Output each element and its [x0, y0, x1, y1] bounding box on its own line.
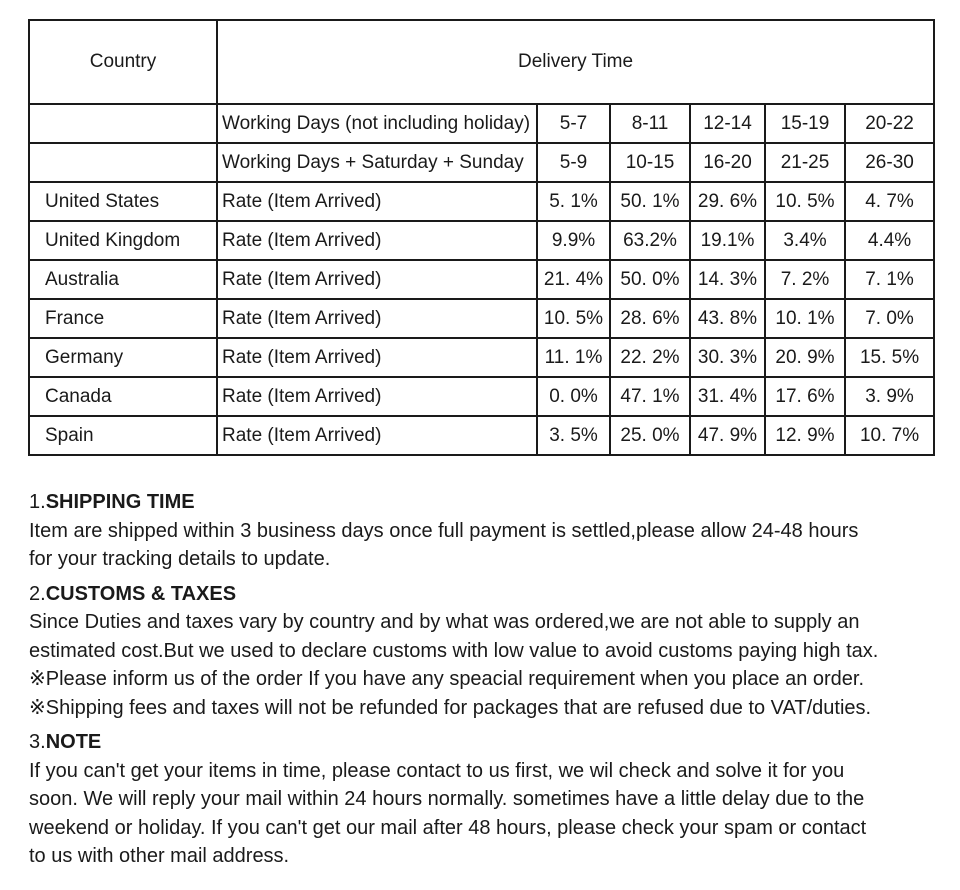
section-text-line: estimated cost.But we used to declare customs with low value to avoid customs paying high tax.: [29, 639, 879, 662]
notes-section: [29, 488, 944, 574]
section-text-line: to us with other mail address.: [29, 845, 290, 867]
rate-value: 20. 9%: [765, 338, 845, 377]
rate-label: Rate (Item Arrived): [217, 260, 537, 299]
rate-value: 12. 9%: [765, 416, 845, 455]
rate-row: [29, 299, 934, 338]
rate-row: [29, 260, 934, 299]
rate-value: 21. 4%: [537, 260, 610, 299]
country-name: United Kingdom: [29, 221, 217, 260]
rate-value: 7. 0%: [845, 299, 934, 338]
rate-value: 47. 9%: [690, 416, 765, 455]
rate-value: 47. 1%: [610, 377, 690, 416]
country-name: France: [29, 299, 217, 338]
rate-value: 9.9%: [537, 221, 610, 260]
delivery-time-header: Delivery Time: [217, 20, 934, 104]
section-heading: [29, 488, 944, 517]
section-heading: [29, 728, 944, 757]
rate-value: 3. 5%: [537, 416, 610, 455]
rate-value: 10. 5%: [765, 182, 845, 221]
rate-value: 3.4%: [765, 221, 845, 260]
period-range: 10-15: [610, 143, 690, 182]
rate-row: [29, 377, 934, 416]
section-text-line: ※Shipping fees and taxes will not be refunded for packages that are refused due to VAT/duties.: [29, 696, 872, 719]
section-text-line: soon. We will reply your mail within 24 hours normally. sometimes have a little delay due to the: [29, 788, 865, 810]
rate-row: [29, 182, 934, 221]
rate-row: [29, 221, 934, 260]
country-name: Australia: [29, 260, 217, 299]
rate-label: Rate (Item Arrived): [217, 299, 537, 338]
period-range: 20-22: [845, 104, 934, 143]
section-text-line: for your tracking details to update.: [29, 548, 331, 570]
rate-row: [29, 416, 934, 455]
section-title: CUSTOMS & TAXES: [45, 582, 237, 605]
section-text-line: Item are shipped within 3 business days once full payment is settled,please allow 24-48 hours: [29, 519, 859, 542]
section-number: 3.: [29, 731, 46, 753]
rate-label: Rate (Item Arrived): [217, 221, 537, 260]
country-name: Spain: [29, 416, 217, 455]
rate-value: 25. 0%: [610, 416, 690, 455]
section-text-line: weekend or holiday. If you can't get our mail after 48 hours, please check your spam or contact: [29, 816, 867, 839]
rate-value: 28. 6%: [610, 299, 690, 338]
notes-section: [29, 580, 944, 723]
rate-value: 10. 7%: [845, 416, 934, 455]
rate-value: 7. 2%: [765, 260, 845, 299]
period-range: 5-7: [537, 104, 610, 143]
rate-value: 14. 3%: [690, 260, 765, 299]
country-name: Germany: [29, 338, 217, 377]
empty-country-cell: [29, 143, 217, 182]
period-range: 12-14: [690, 104, 765, 143]
rate-value: 3. 9%: [845, 377, 934, 416]
section-text-line: If you can't get your items in time, please contact to us first, we wil check and solve it for you: [29, 759, 845, 782]
rate-value: 4. 7%: [845, 182, 934, 221]
rate-value: 29. 6%: [690, 182, 765, 221]
rate-value: 10. 5%: [537, 299, 610, 338]
section-heading: [29, 580, 944, 609]
period-label: Working Days (not including holiday): [217, 104, 537, 143]
period-range: 21-25: [765, 143, 845, 182]
period-range: 26-30: [845, 143, 934, 182]
rate-value: 17. 6%: [765, 377, 845, 416]
period-row: [29, 104, 934, 143]
section-text-line: Since Duties and taxes vary by country and by what was ordered,we are not able to supply an: [29, 611, 860, 633]
country-header: Country: [29, 20, 217, 104]
rate-value: 63.2%: [610, 221, 690, 260]
rate-value: 43. 8%: [690, 299, 765, 338]
section-number: 2.: [29, 582, 46, 605]
rate-value: 30. 3%: [690, 338, 765, 377]
rate-value: 0. 0%: [537, 377, 610, 416]
section-title: SHIPPING TIME: [45, 491, 195, 513]
shipping-notes: [29, 488, 944, 871]
rate-value: 19.1%: [690, 221, 765, 260]
rate-value: 11. 1%: [537, 338, 610, 377]
rate-label: Rate (Item Arrived): [217, 416, 537, 455]
section-number: 1.: [29, 491, 46, 513]
rate-value: 7. 1%: [845, 260, 934, 299]
period-row: [29, 143, 934, 182]
rate-value: 5. 1%: [537, 182, 610, 221]
rate-value: 50. 0%: [610, 260, 690, 299]
notes-section: [29, 728, 944, 871]
rate-label: Rate (Item Arrived): [217, 182, 537, 221]
period-range: 5-9: [537, 143, 610, 182]
period-range: 8-11: [610, 104, 690, 143]
rate-value: 31. 4%: [690, 377, 765, 416]
country-name: Canada: [29, 377, 217, 416]
period-range: 16-20: [690, 143, 765, 182]
rate-value: 50. 1%: [610, 182, 690, 221]
period-range: 15-19: [765, 104, 845, 143]
table-header-row: [29, 20, 934, 104]
rate-value: 10. 1%: [765, 299, 845, 338]
section-title: NOTE: [45, 731, 102, 753]
rate-row: [29, 338, 934, 377]
rate-value: 15. 5%: [845, 338, 934, 377]
section-text-line: ※Please inform us of the order If you have any speacial requirement when you place an order.: [29, 668, 865, 690]
empty-country-cell: [29, 104, 217, 143]
period-label: Working Days + Saturday + Sunday: [217, 143, 537, 182]
delivery-time-table: [28, 19, 935, 456]
country-name: United States: [29, 182, 217, 221]
rate-value: 4.4%: [845, 221, 934, 260]
rate-label: Rate (Item Arrived): [217, 377, 537, 416]
rate-value: 22. 2%: [610, 338, 690, 377]
rate-label: Rate (Item Arrived): [217, 338, 537, 377]
